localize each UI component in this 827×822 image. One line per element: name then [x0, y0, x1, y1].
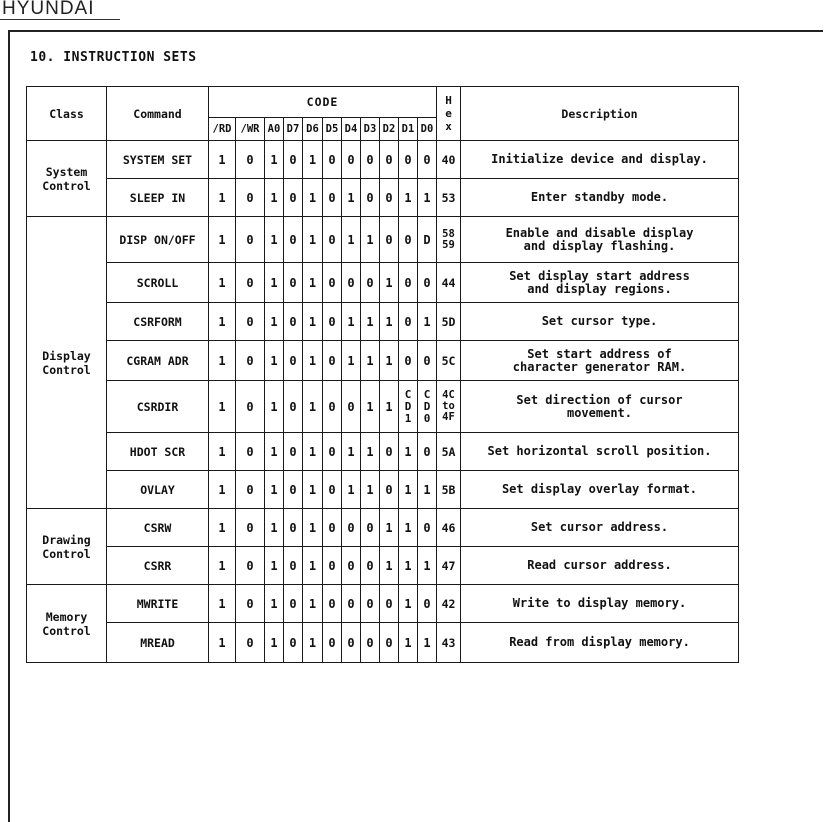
- code-bit-cell: 0: [380, 217, 399, 263]
- class-column-header: Class: [27, 87, 107, 141]
- code-bit-cell: 1: [418, 179, 437, 217]
- description-cell: [461, 585, 739, 623]
- code-bit-cell: 1: [303, 381, 323, 433]
- description-line: Set cursor type.: [541, 314, 658, 328]
- hex-value: 4F: [442, 411, 455, 423]
- code-bit-cell: 0: [342, 509, 361, 547]
- code-bit-cell: 1: [265, 303, 284, 341]
- code-bit-cell: 1: [209, 471, 236, 509]
- code-bit-cell: 0: [361, 141, 380, 179]
- code-bit-cell: 0: [323, 547, 342, 585]
- hex-cell: [437, 509, 461, 547]
- code-bit-line: C: [404, 387, 412, 401]
- code-bit-cell: [399, 381, 418, 433]
- hex-cell: [437, 179, 461, 217]
- class-label-line: Memory: [45, 609, 88, 624]
- code-bit-cell: 0: [284, 547, 303, 585]
- code-bit-cell: 0: [399, 217, 418, 263]
- code-bit-cell: 0: [284, 381, 303, 433]
- code-bit-cell: 1: [265, 381, 284, 433]
- hex-value: 40: [441, 152, 456, 167]
- description-line: movement.: [566, 405, 633, 420]
- instruction-row: [27, 341, 739, 381]
- code-bit-cell: 1: [361, 217, 380, 263]
- command-cell: CSRFORM: [107, 303, 209, 341]
- code-bit-cell: 1: [209, 509, 236, 547]
- code-bit-cell: 0: [361, 585, 380, 623]
- code-bit-cell: 0: [236, 217, 265, 263]
- code-bit-cell: 0: [399, 141, 418, 179]
- class-cell: [27, 585, 107, 663]
- class-label-line: Control: [42, 362, 91, 377]
- code-bit-cell: 1: [303, 433, 323, 471]
- description-cell: [461, 433, 739, 471]
- code-bit-cell: 0: [323, 217, 342, 263]
- command-cell: CSRW: [107, 509, 209, 547]
- description-column-header: Description: [461, 87, 739, 141]
- class-label-line: Control: [42, 178, 91, 193]
- description-cell: [461, 547, 739, 585]
- code-bit-cell: 0: [323, 509, 342, 547]
- command-cell: SLEEP IN: [107, 179, 209, 217]
- code-bit-cell: 0: [342, 381, 361, 433]
- hex-cell: [437, 217, 461, 263]
- code-bit-cell: 1: [209, 585, 236, 623]
- code-bit-cell: 0: [236, 509, 265, 547]
- code-bit-cell: 0: [284, 179, 303, 217]
- instruction-row: [27, 263, 739, 303]
- code-bit-header: D0: [418, 118, 437, 141]
- code-bit-cell: [418, 381, 437, 433]
- description-line: Set horizontal scroll position.: [487, 444, 712, 458]
- code-bit-line: D: [404, 399, 412, 413]
- description-line: Write to display memory.: [512, 596, 687, 610]
- code-bit-header: D4: [342, 118, 361, 141]
- code-bit-cell: 0: [323, 341, 342, 381]
- instruction-set-table: [26, 86, 739, 663]
- code-bit-cell: 0: [418, 141, 437, 179]
- code-bit-cell: 0: [399, 341, 418, 381]
- hex-value: 44: [441, 275, 456, 290]
- code-bit-header: D5: [323, 118, 342, 141]
- description-cell: [461, 141, 739, 179]
- code-bit-cell: 0: [380, 141, 399, 179]
- code-bit-cell: 1: [265, 623, 284, 663]
- code-bit-line: 1: [404, 411, 412, 425]
- class-label-line: Drawing: [42, 532, 91, 547]
- hex-header-letter: x: [445, 120, 452, 133]
- code-bit-cell: 1: [361, 303, 380, 341]
- description-line: Enable and disable display: [505, 225, 694, 240]
- command-cell: MWRITE: [107, 585, 209, 623]
- code-bit-cell: 1: [399, 433, 418, 471]
- hex-cell: [437, 303, 461, 341]
- code-bit-cell: 0: [380, 585, 399, 623]
- code-bit-cell: 0: [236, 341, 265, 381]
- code-bit-cell: 1: [265, 547, 284, 585]
- code-bit-cell: 0: [380, 471, 399, 509]
- code-bit-cell: 0: [361, 547, 380, 585]
- code-bit-cell: 0: [418, 433, 437, 471]
- code-bit-cell: 0: [342, 263, 361, 303]
- code-bit-line: 0: [423, 411, 431, 425]
- code-bit-cell: 1: [209, 217, 236, 263]
- instruction-row: [27, 381, 739, 433]
- hex-cell: [437, 141, 461, 179]
- code-bit-cell: 1: [380, 341, 399, 381]
- code-bit-cell: 0: [418, 341, 437, 381]
- code-bit-cell: 1: [209, 433, 236, 471]
- code-bit-cell: 0: [284, 471, 303, 509]
- code-bit-cell: 1: [303, 471, 323, 509]
- description-line: Read cursor address.: [527, 558, 672, 572]
- code-bit-cell: 0: [236, 547, 265, 585]
- code-bit-cell: 0: [361, 263, 380, 303]
- header-divider: [0, 19, 120, 20]
- code-bit-cell: 0: [342, 547, 361, 585]
- description-line: Set direction of cursor: [516, 392, 683, 407]
- code-bit-cell: 0: [323, 381, 342, 433]
- code-bit-cell: 0: [418, 585, 437, 623]
- hex-value: to: [442, 400, 455, 412]
- command-cell: OVLAY: [107, 471, 209, 509]
- code-bit-cell: 1: [418, 547, 437, 585]
- description-line: and display flashing.: [523, 238, 676, 253]
- code-bit-cell: 1: [209, 179, 236, 217]
- code-bit-cell: 0: [236, 471, 265, 509]
- class-label-line: Control: [42, 623, 91, 638]
- code-bit-cell: 0: [236, 623, 265, 663]
- code-bit-header: /WR: [236, 118, 265, 141]
- code-bit-cell: 1: [418, 471, 437, 509]
- description-cell: [461, 471, 739, 509]
- code-bit-header: A0: [265, 118, 284, 141]
- code-bit-cell: 1: [265, 509, 284, 547]
- code-bit-cell: 0: [342, 623, 361, 663]
- code-bit-cell: 1: [303, 179, 323, 217]
- code-bit-cell: 0: [236, 263, 265, 303]
- code-bit-cell: 1: [380, 381, 399, 433]
- description-line: character generator RAM.: [512, 359, 687, 374]
- hex-cell: [437, 471, 461, 509]
- code-bit-line: C: [423, 387, 431, 401]
- hex-value: 46: [441, 520, 456, 535]
- code-bit-cell: 1: [361, 341, 380, 381]
- code-bit-cell: 0: [284, 623, 303, 663]
- code-bit-cell: 1: [399, 509, 418, 547]
- code-bit-cell: 0: [399, 303, 418, 341]
- code-bit-header: D3: [361, 118, 380, 141]
- instruction-row: [27, 509, 739, 547]
- code-bit-cell: 0: [323, 263, 342, 303]
- hex-value: 58: [442, 227, 455, 240]
- code-bit-cell: 0: [284, 217, 303, 263]
- instruction-row: [27, 623, 739, 663]
- code-bit-cell: 1: [342, 433, 361, 471]
- code-bit-cell: 0: [342, 585, 361, 623]
- hex-value: 5A: [441, 444, 456, 459]
- hex-value: 59: [442, 238, 455, 251]
- hex-value: 53: [441, 190, 456, 205]
- code-bit-cell: 0: [236, 179, 265, 217]
- code-bit-cell: 0: [323, 585, 342, 623]
- description-cell: [461, 303, 739, 341]
- code-bit-cell: 0: [323, 179, 342, 217]
- code-bit-cell: 0: [284, 141, 303, 179]
- code-bit-cell: 1: [342, 179, 361, 217]
- code-bit-cell: 0: [284, 303, 303, 341]
- code-bit-cell: 1: [418, 303, 437, 341]
- code-bit-cell: 1: [303, 623, 323, 663]
- code-bit-cell: 1: [380, 509, 399, 547]
- code-bit-line: D: [423, 399, 431, 413]
- code-bit-cell: 1: [380, 263, 399, 303]
- hex-value: 5C: [441, 353, 456, 368]
- instruction-row: [27, 547, 739, 585]
- instruction-row: [27, 217, 739, 263]
- description-cell: [461, 263, 739, 303]
- instruction-row: [27, 585, 739, 623]
- code-bit-cell: 0: [361, 623, 380, 663]
- hex-value: 5B: [441, 482, 456, 497]
- code-bit-cell: 0: [236, 141, 265, 179]
- class-cell: [27, 217, 107, 509]
- code-bit-cell: 0: [380, 179, 399, 217]
- code-bit-cell: 1: [303, 547, 323, 585]
- code-bit-cell: 1: [265, 263, 284, 303]
- code-bit-cell: 1: [303, 585, 323, 623]
- code-bit-cell: 1: [209, 381, 236, 433]
- code-bit-cell: 1: [303, 141, 323, 179]
- hex-value: 43: [441, 635, 456, 650]
- code-bit-cell: 0: [284, 341, 303, 381]
- code-bit-cell: 0: [399, 263, 418, 303]
- hex-cell: [437, 623, 461, 663]
- code-bit-cell: 1: [209, 547, 236, 585]
- class-label-line: System: [45, 164, 88, 179]
- command-cell: CGRAM ADR: [107, 341, 209, 381]
- code-bit-cell: 1: [342, 303, 361, 341]
- description-cell: [461, 341, 739, 381]
- code-bit-cell: 0: [323, 303, 342, 341]
- command-cell: DISP ON/OFF: [107, 217, 209, 263]
- class-cell: [27, 141, 107, 217]
- code-bit-cell: D: [418, 217, 437, 263]
- hex-value: 4C: [442, 389, 455, 401]
- code-bit-cell: 1: [399, 179, 418, 217]
- code-bit-cell: 1: [303, 263, 323, 303]
- code-bit-cell: 1: [399, 585, 418, 623]
- hex-header-letter: e: [445, 107, 452, 120]
- command-column-header: Command: [107, 87, 209, 141]
- code-bit-cell: 0: [418, 263, 437, 303]
- code-bit-cell: 1: [265, 585, 284, 623]
- hex-cell: [437, 433, 461, 471]
- description-cell: [461, 381, 739, 433]
- class-label-line: Control: [42, 546, 91, 561]
- hex-cell: [437, 547, 461, 585]
- code-bit-cell: 1: [209, 623, 236, 663]
- code-bit-cell: 1: [209, 303, 236, 341]
- code-bit-cell: 1: [361, 433, 380, 471]
- code-bit-cell: 1: [380, 303, 399, 341]
- code-bit-cell: 1: [209, 263, 236, 303]
- hex-cell: [437, 585, 461, 623]
- code-bit-cell: 1: [399, 547, 418, 585]
- hex-value: 47: [441, 558, 456, 573]
- hex-header-letter: H: [445, 94, 452, 107]
- command-cell: SYSTEM SET: [107, 141, 209, 179]
- code-bit-header: D1: [399, 118, 418, 141]
- code-bit-cell: 0: [361, 179, 380, 217]
- command-cell: SCROLL: [107, 263, 209, 303]
- description-line: Initialize device and display.: [491, 152, 708, 166]
- hex-cell: [437, 341, 461, 381]
- code-bit-cell: 1: [342, 341, 361, 381]
- code-bit-cell: 1: [342, 471, 361, 509]
- code-bit-cell: 0: [323, 471, 342, 509]
- code-bit-cell: 0: [284, 509, 303, 547]
- hex-cell: [437, 381, 461, 433]
- code-bit-cell: 0: [418, 509, 437, 547]
- instruction-row: [27, 471, 739, 509]
- code-bit-cell: 0: [342, 141, 361, 179]
- code-bit-cell: 0: [236, 303, 265, 341]
- code-bit-cell: 1: [209, 141, 236, 179]
- code-bit-header: D2: [380, 118, 399, 141]
- command-cell: CSRDIR: [107, 381, 209, 433]
- code-bit-cell: 0: [284, 263, 303, 303]
- description-cell: [461, 623, 739, 663]
- description-line: Set display overlay format.: [501, 482, 698, 496]
- code-bit-cell: 1: [342, 217, 361, 263]
- instruction-row: [27, 303, 739, 341]
- hex-value: 42: [441, 596, 456, 611]
- class-cell: [27, 509, 107, 585]
- code-bit-cell: 1: [399, 623, 418, 663]
- brand-logo-text: HYUNDAI: [2, 0, 95, 19]
- code-bit-cell: 1: [361, 471, 380, 509]
- description-line: Set cursor address.: [530, 520, 669, 534]
- instruction-row: [27, 179, 739, 217]
- code-bit-cell: 1: [399, 471, 418, 509]
- command-cell: MREAD: [107, 623, 209, 663]
- hex-value: 5D: [441, 314, 456, 329]
- description-cell: [461, 179, 739, 217]
- code-bit-cell: 1: [209, 341, 236, 381]
- code-bit-cell: 1: [303, 303, 323, 341]
- description-cell: [461, 509, 739, 547]
- code-bit-cell: 0: [236, 381, 265, 433]
- code-bit-cell: 0: [323, 141, 342, 179]
- description-line: Set start address of: [527, 346, 672, 361]
- code-bit-cell: 1: [265, 341, 284, 381]
- code-bit-cell: 1: [303, 217, 323, 263]
- code-bit-cell: 0: [361, 509, 380, 547]
- command-cell: HDOT SCR: [107, 433, 209, 471]
- description-line: and display regions.: [527, 281, 672, 296]
- description-cell: [461, 217, 739, 263]
- code-bit-cell: 1: [265, 217, 284, 263]
- code-bit-cell: 0: [323, 433, 342, 471]
- code-bit-cell: 0: [284, 585, 303, 623]
- instruction-row: [27, 433, 739, 471]
- code-bit-cell: 1: [265, 471, 284, 509]
- code-bit-header: D7: [284, 118, 303, 141]
- code-bit-cell: 1: [380, 547, 399, 585]
- code-bit-cell: 1: [303, 341, 323, 381]
- code-bit-cell: 1: [265, 433, 284, 471]
- code-bit-cell: 1: [265, 179, 284, 217]
- code-bit-cell: 0: [236, 433, 265, 471]
- code-bit-cell: 0: [380, 623, 399, 663]
- description-line: Read from display memory.: [509, 635, 690, 649]
- code-bit-cell: 1: [303, 509, 323, 547]
- code-bit-cell: 0: [284, 433, 303, 471]
- code-bit-cell: 0: [236, 585, 265, 623]
- code-bit-header: D6: [303, 118, 323, 141]
- class-label-line: Display: [42, 348, 91, 363]
- code-column-header: CODE: [209, 87, 437, 118]
- section-title: 10. INSTRUCTION SETS: [30, 50, 197, 65]
- code-bit-cell: 1: [418, 623, 437, 663]
- hex-cell: [437, 263, 461, 303]
- code-bit-cell: 0: [323, 623, 342, 663]
- code-bit-cell: 1: [361, 381, 380, 433]
- command-cell: CSRR: [107, 547, 209, 585]
- instruction-row: [27, 141, 739, 179]
- hex-column-header: [437, 87, 461, 141]
- description-line: Enter standby mode.: [530, 190, 669, 204]
- code-bit-cell: 0: [380, 433, 399, 471]
- description-line: Set display start address: [509, 268, 690, 283]
- code-bit-header: /RD: [209, 118, 236, 141]
- code-bit-cell: 1: [265, 141, 284, 179]
